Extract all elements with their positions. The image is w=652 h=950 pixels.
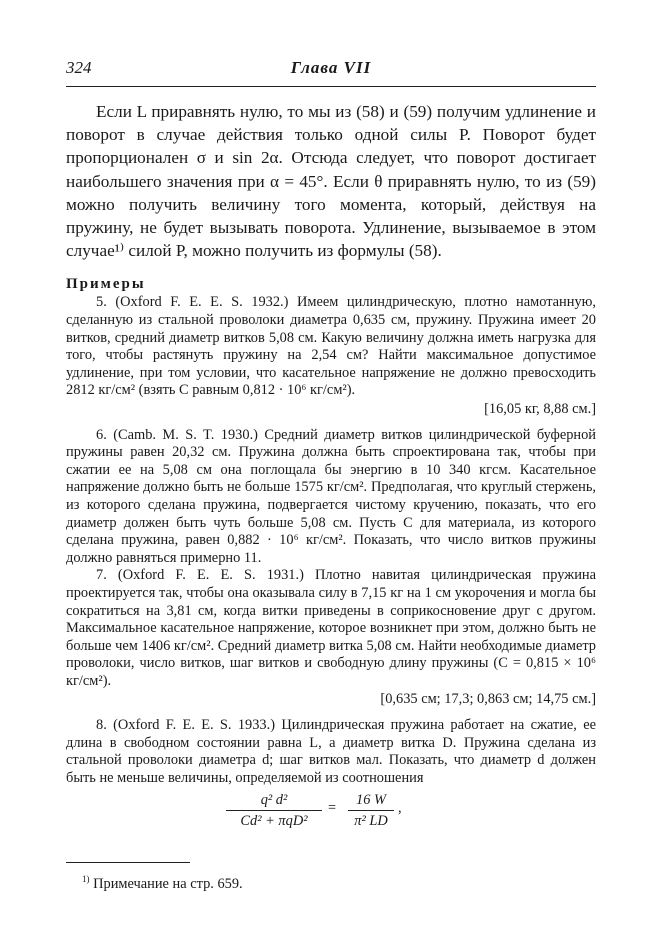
intro-paragraph: Если L приравнять нулю, то мы из (58) и (59) получим удлинение и поворот в случае действия только одной силы P. Поворот будет пропорционален σ и sin 2α. Отсюда следует, что поворот достигает наибольшего значения при α = 45°. Если θ приравнять нулю, то из (59) можно получить величину того момента, который, действуя на пружину, не будет вызывать поворота. Удлинение, вызываемое в этом случае¹⁾ силой P, можно получить из формулы (58). (66, 102, 596, 261)
page-number: 324 (66, 58, 92, 77)
footnote (82, 870, 243, 893)
problem-7: 7. (Oxford F. E. E. S. 1931.) Плотно навитая цилиндрическая пружина проектируется так, чтобы она оказывала силу в 7,15 кг на 1 см укорочения и могла бы сократиться на 3,81 см, когда витки приведены в соприкосновение друг с другом. Максимальное касательное напряжение, которое возникнет при этом, должно быть не больше чем 1406 кг/см². Средний диаметр витка 5,08 см. Найти необходимые диаметр проволоки, число витков, шаг витков и свободную длину пружины (C = 0,815 × 10⁶ кг/см²). (66, 567, 596, 689)
formula-lhs-numerator: q² d² (260, 792, 288, 809)
chapter-title: Глава VII (290, 58, 372, 77)
problem-8: 8. (Oxford F. E. E. S. 1933.) Цилиндрическая пружина работает на сжатие, ее длина в свободном состоянии равна L, а диаметр витка D. Пружина сделана из стальной проволоки диаметра d; шаг витков мал. Показать, что диаметр d должен быть не меньше величины, определяемой из соотношения (66, 717, 596, 786)
examples-heading: Примеры (66, 276, 146, 293)
fraction-bar (348, 810, 394, 811)
problem-5-answer: [16,05 кг, 8,88 см.] (484, 400, 596, 417)
formula-rhs-fraction (348, 791, 394, 830)
problem-5: 5. (Oxford F. E. E. S. 1932.) Имеем цилиндрическую, плотно намотанную, сделанную из стальной проволоки диаметра 0,635 см, пружину. Пружина имеет 20 витков, средний диаметр витков 5,08 см. Какую величину должна иметь нагрузка для того, чтобы растянуть пружину на 2,54 см? Найти максимальное допустимое удлинение, при том условии, что касательное напряжение не должно превосходить 2812 кг/см² (взять C равным 0,812 · 10⁶ кг/см²). (66, 294, 596, 399)
footnote-rule (66, 862, 190, 863)
problem-7-answer: [0,635 см; 17,3; 0,863 см; 14,75 см.] (380, 691, 596, 708)
running-header (66, 58, 596, 84)
header-rule (66, 86, 596, 87)
formula-equals: = (328, 800, 337, 817)
formula-rhs-denominator: π² LD (354, 813, 388, 830)
problem-6: 6. (Camb. M. S. T. 1930.) Средний диаметр витков цилиндрической буферной пружины равен 20,32 см. Пружина должна быть спроектирована так, чтобы при сжатии ее на 5,08 см она поглощала бы энергию в 10 340 кгсм. Касательное напряжение должно быть не больше 1575 кг/см². Предполагая, что круглый стержень, из которого сделана пружина, подвергается чистому кручению, показать, что его диаметр должен быть чуть больше 5,08 см. Пусть C для материала, из которого сделана пружина, равен 0,882 · 10⁶ кг/см². Показать, что число витков пружины должно равняться примерно 11. (66, 426, 596, 566)
footnote-marker: 1) (82, 874, 90, 884)
formula (226, 791, 596, 833)
formula-comma: , (398, 800, 402, 817)
formula-lhs-denominator: Cd² + πqD² (240, 813, 308, 830)
formula-lhs-fraction (226, 791, 322, 830)
footnote-text: Примечание на стр. 659. (93, 875, 243, 892)
page-body (66, 100, 596, 833)
fraction-bar (226, 810, 322, 811)
formula-rhs-numerator: 16 W (356, 792, 386, 809)
